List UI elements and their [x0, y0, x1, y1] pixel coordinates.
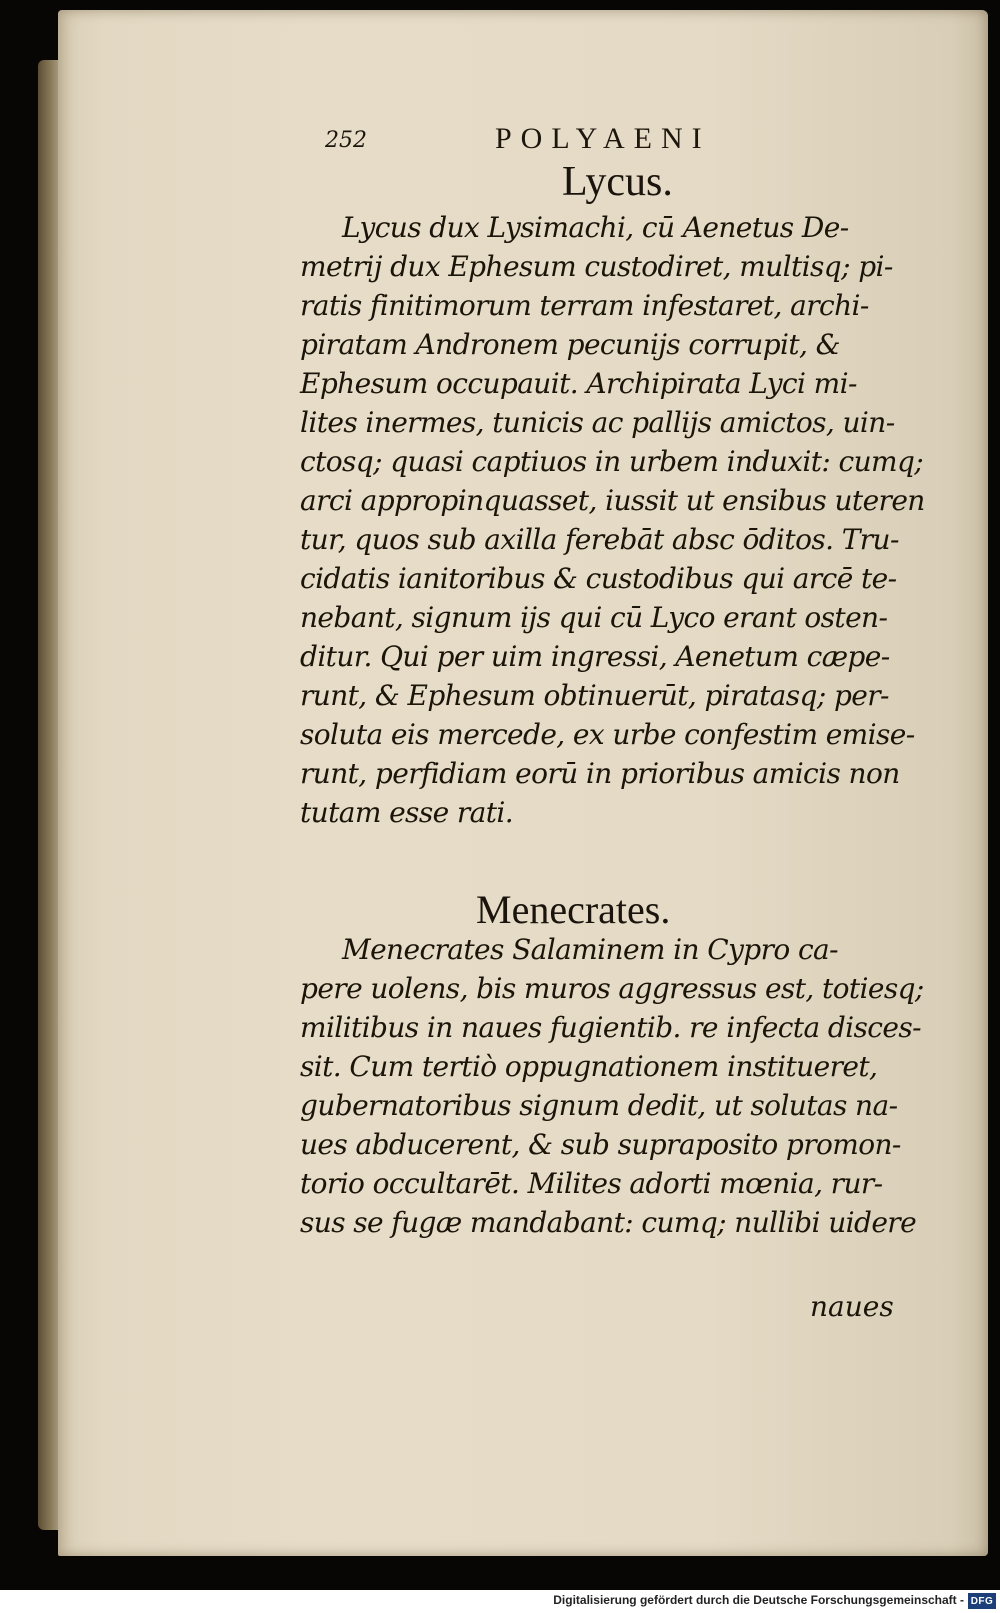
section-text-lycus [300, 208, 925, 832]
section-title-menecrates: Menecrates. [476, 887, 671, 932]
section-title-lycus: Lycus. [562, 159, 673, 205]
text-line: runt, & Ephesum obtinuerūt, piratasq; per- [300, 679, 889, 712]
text-line: lites inermes, tunicis ac pallijs amictos, uin- [300, 406, 895, 439]
text-line: piratam Andronem pecunijs corrupit, & [300, 328, 840, 361]
section-text-menecrates [300, 930, 924, 1242]
text-line: tur, quos sub axilla ferebāt absc ōditos. Tru- [300, 523, 899, 556]
text-line: soluta eis mercede, ex urbe confestim emise- [300, 718, 915, 751]
text-line: arci appropinquasset, iussit ut ensibus uteren [300, 484, 925, 517]
text-line: sit. Cum tertiò oppugnationem institueret, [300, 1050, 878, 1083]
page-number: 252 [325, 128, 367, 153]
funding-credit: Digitalisierung gefördert durch die Deutsche Forschungsgemeinschaft - [553, 1593, 964, 1607]
text-line: gubernatoribus signum dedit, ut solutas na- [300, 1089, 898, 1122]
running-head: POLYAENI [495, 122, 711, 155]
text-line: ctosq; quasi captiuos in urbem induxit: cumq; [300, 445, 924, 478]
text-line: ratis finitimorum terram infestaret, archi- [300, 289, 869, 322]
text-line: runt, perfidiam eorū in prioribus amicis non [300, 757, 900, 790]
text-line: metrij dux Ephesum custodiret, multisq; pi- [300, 250, 893, 283]
text-line: sus se fugæ mandabant: cumq; nullibi uidere [300, 1206, 917, 1239]
text-line: militibus in naues fugientib. re infecta disces- [300, 1011, 921, 1044]
text-line: torio occultarēt. Milites adorti mœnia, rur- [300, 1167, 883, 1200]
catchword: naues [810, 1290, 894, 1323]
text-line: pere uolens, bis muros aggressus est, totiesq; [300, 972, 924, 1005]
text-line: Ephesum occupauit. Archipirata Lyci mi- [300, 367, 857, 400]
text-line: cidatis ianitoribus & custodibus qui arcē te- [300, 562, 897, 595]
text-line: Menecrates Salaminem in Cypro ca- [342, 933, 839, 966]
text-line: ues abducerent, & sub supraposito promon- [300, 1128, 901, 1161]
page-header [325, 122, 745, 158]
text-line: ditur. Qui per uim ingressi, Aenetum cæpe- [300, 640, 890, 673]
footer-bar [0, 1590, 1000, 1613]
dfg-logo: DFG [968, 1593, 996, 1609]
text-line: nebant, signum ijs qui cū Lyco erant osten- [300, 601, 888, 634]
text-line: tutam esse rati. [300, 796, 514, 829]
text-line: Lycus dux Lysimachi, cū Aenetus De- [342, 211, 849, 244]
